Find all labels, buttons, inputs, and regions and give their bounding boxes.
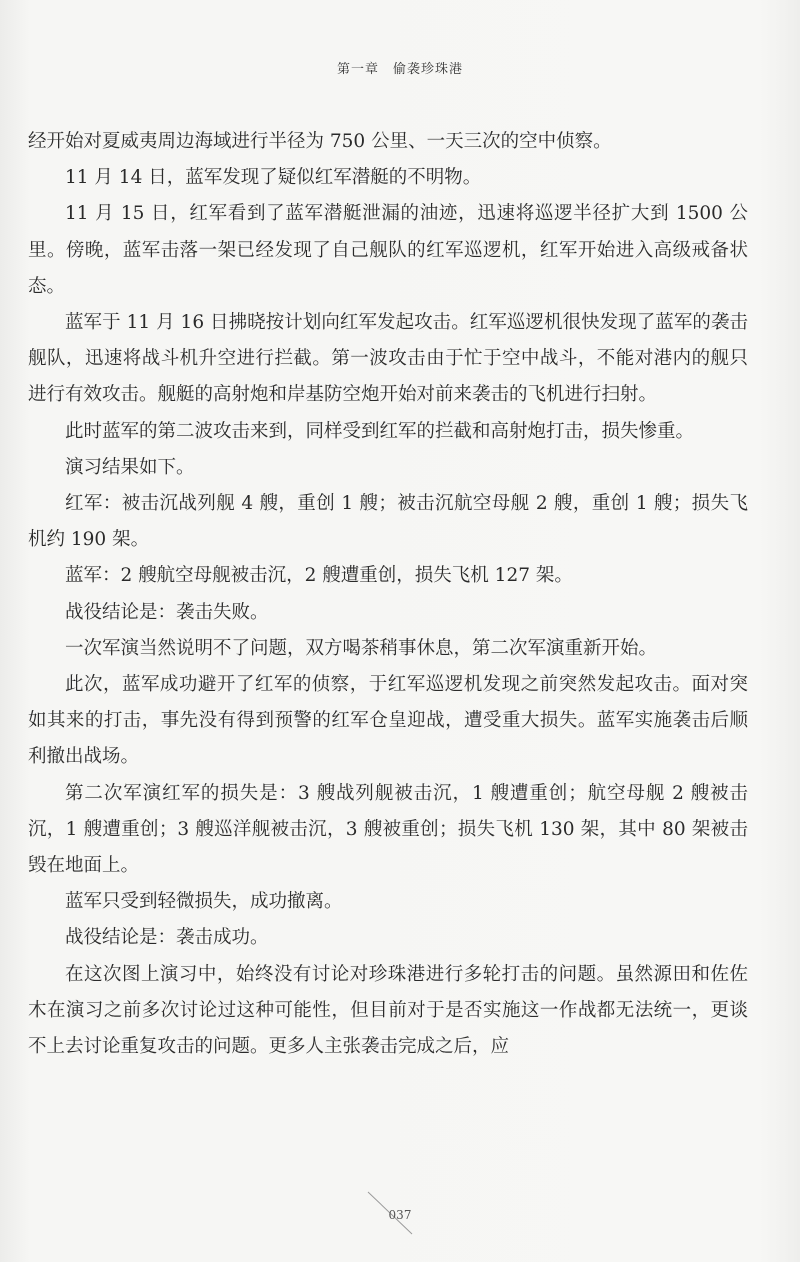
paragraph: 11 月 15 日，红军看到了蓝军潜艇泄漏的油迹，迅速将巡逻半径扩大到 1500 公里。傍晚，蓝军击落一架已经发现了自己舰队的红军巡逻机，红军开始进入高级戒备状态。 xyxy=(28,203,748,297)
paragraph: 11 月 14 日，蓝军发现了疑似红军潜艇的不明物。 xyxy=(65,167,482,189)
paragraph: 蓝军只受到轻微损失，成功撤离。 xyxy=(65,891,343,913)
running-header: 第一章 偷袭珍珠港 xyxy=(336,62,463,77)
page-number: 037 xyxy=(388,1208,412,1222)
paragraph: 一次军演当然说明不了问题，双方喝茶稍事休息，第二次军演重新开始。 xyxy=(65,637,658,659)
paragraph: 此时蓝军的第二波攻击来到，同样受到红军的拦截和高射炮打击，损失惨重。 xyxy=(65,420,695,442)
paragraph: 战役结论是：袭击成功。 xyxy=(65,927,269,949)
paragraph: 蓝军于 11 月 16 日拂晓按计划向红军发起攻击。红军巡逻机很快发现了蓝军的袭击舰队，迅速将战斗机升空进行拦截。第一波攻击由于忙于空中战斗，不能对港内的舰只进行有效攻击。舰艇的高射炮和岸基防空炮开始对前来袭击的飞机进行扫射。 xyxy=(28,312,748,406)
paragraph: 红军：被击沉战列舰 4 艘，重创 1 艘；被击沉航空母舰 2 艘，重创 1 艘；损失飞机约 190 架。 xyxy=(28,493,748,551)
paragraph: 此次，蓝军成功避开了红军的侦察，于红军巡逻机发现之前突然发起攻击。面对突如其来的打击，事先没有得到预警的红军仓皇迎战，遭受重大损失。蓝军实施袭击后顺利撤出战场。 xyxy=(28,674,748,768)
paragraph: 在这次图上演习中，始终没有讨论对珍珠港进行多轮打击的问题。虽然源田和佐佐木在演习之前多次讨论过这种可能性，但目前对于是否实施这一作战都无法统一，更谈不上去讨论重复攻击的问题。更多人主张袭击完成之后，应 xyxy=(28,963,748,1058)
body-text xyxy=(28,124,748,1065)
paragraph: 经开始对夏威夷周边海域进行半径为 750 公里、一天三次的空中侦察。 xyxy=(28,131,612,152)
paragraph: 演习结果如下。 xyxy=(65,456,195,478)
paragraph: 蓝军：2 艘航空母舰被击沉，2 艘遭重创，损失飞机 127 架。 xyxy=(65,565,573,587)
paragraph: 第二次军演红军的损失是：3 艘战列舰被击沉，1 艘遭重创；航空母舰 2 艘被击沉，1 艘遭重创；3 艘巡洋舰被击沉，3 艘被重创；损失飞机 130 架，其中 80 架被击毁在地面上。 xyxy=(28,782,748,877)
paragraph: 战役结论是：袭击失败。 xyxy=(65,601,269,623)
